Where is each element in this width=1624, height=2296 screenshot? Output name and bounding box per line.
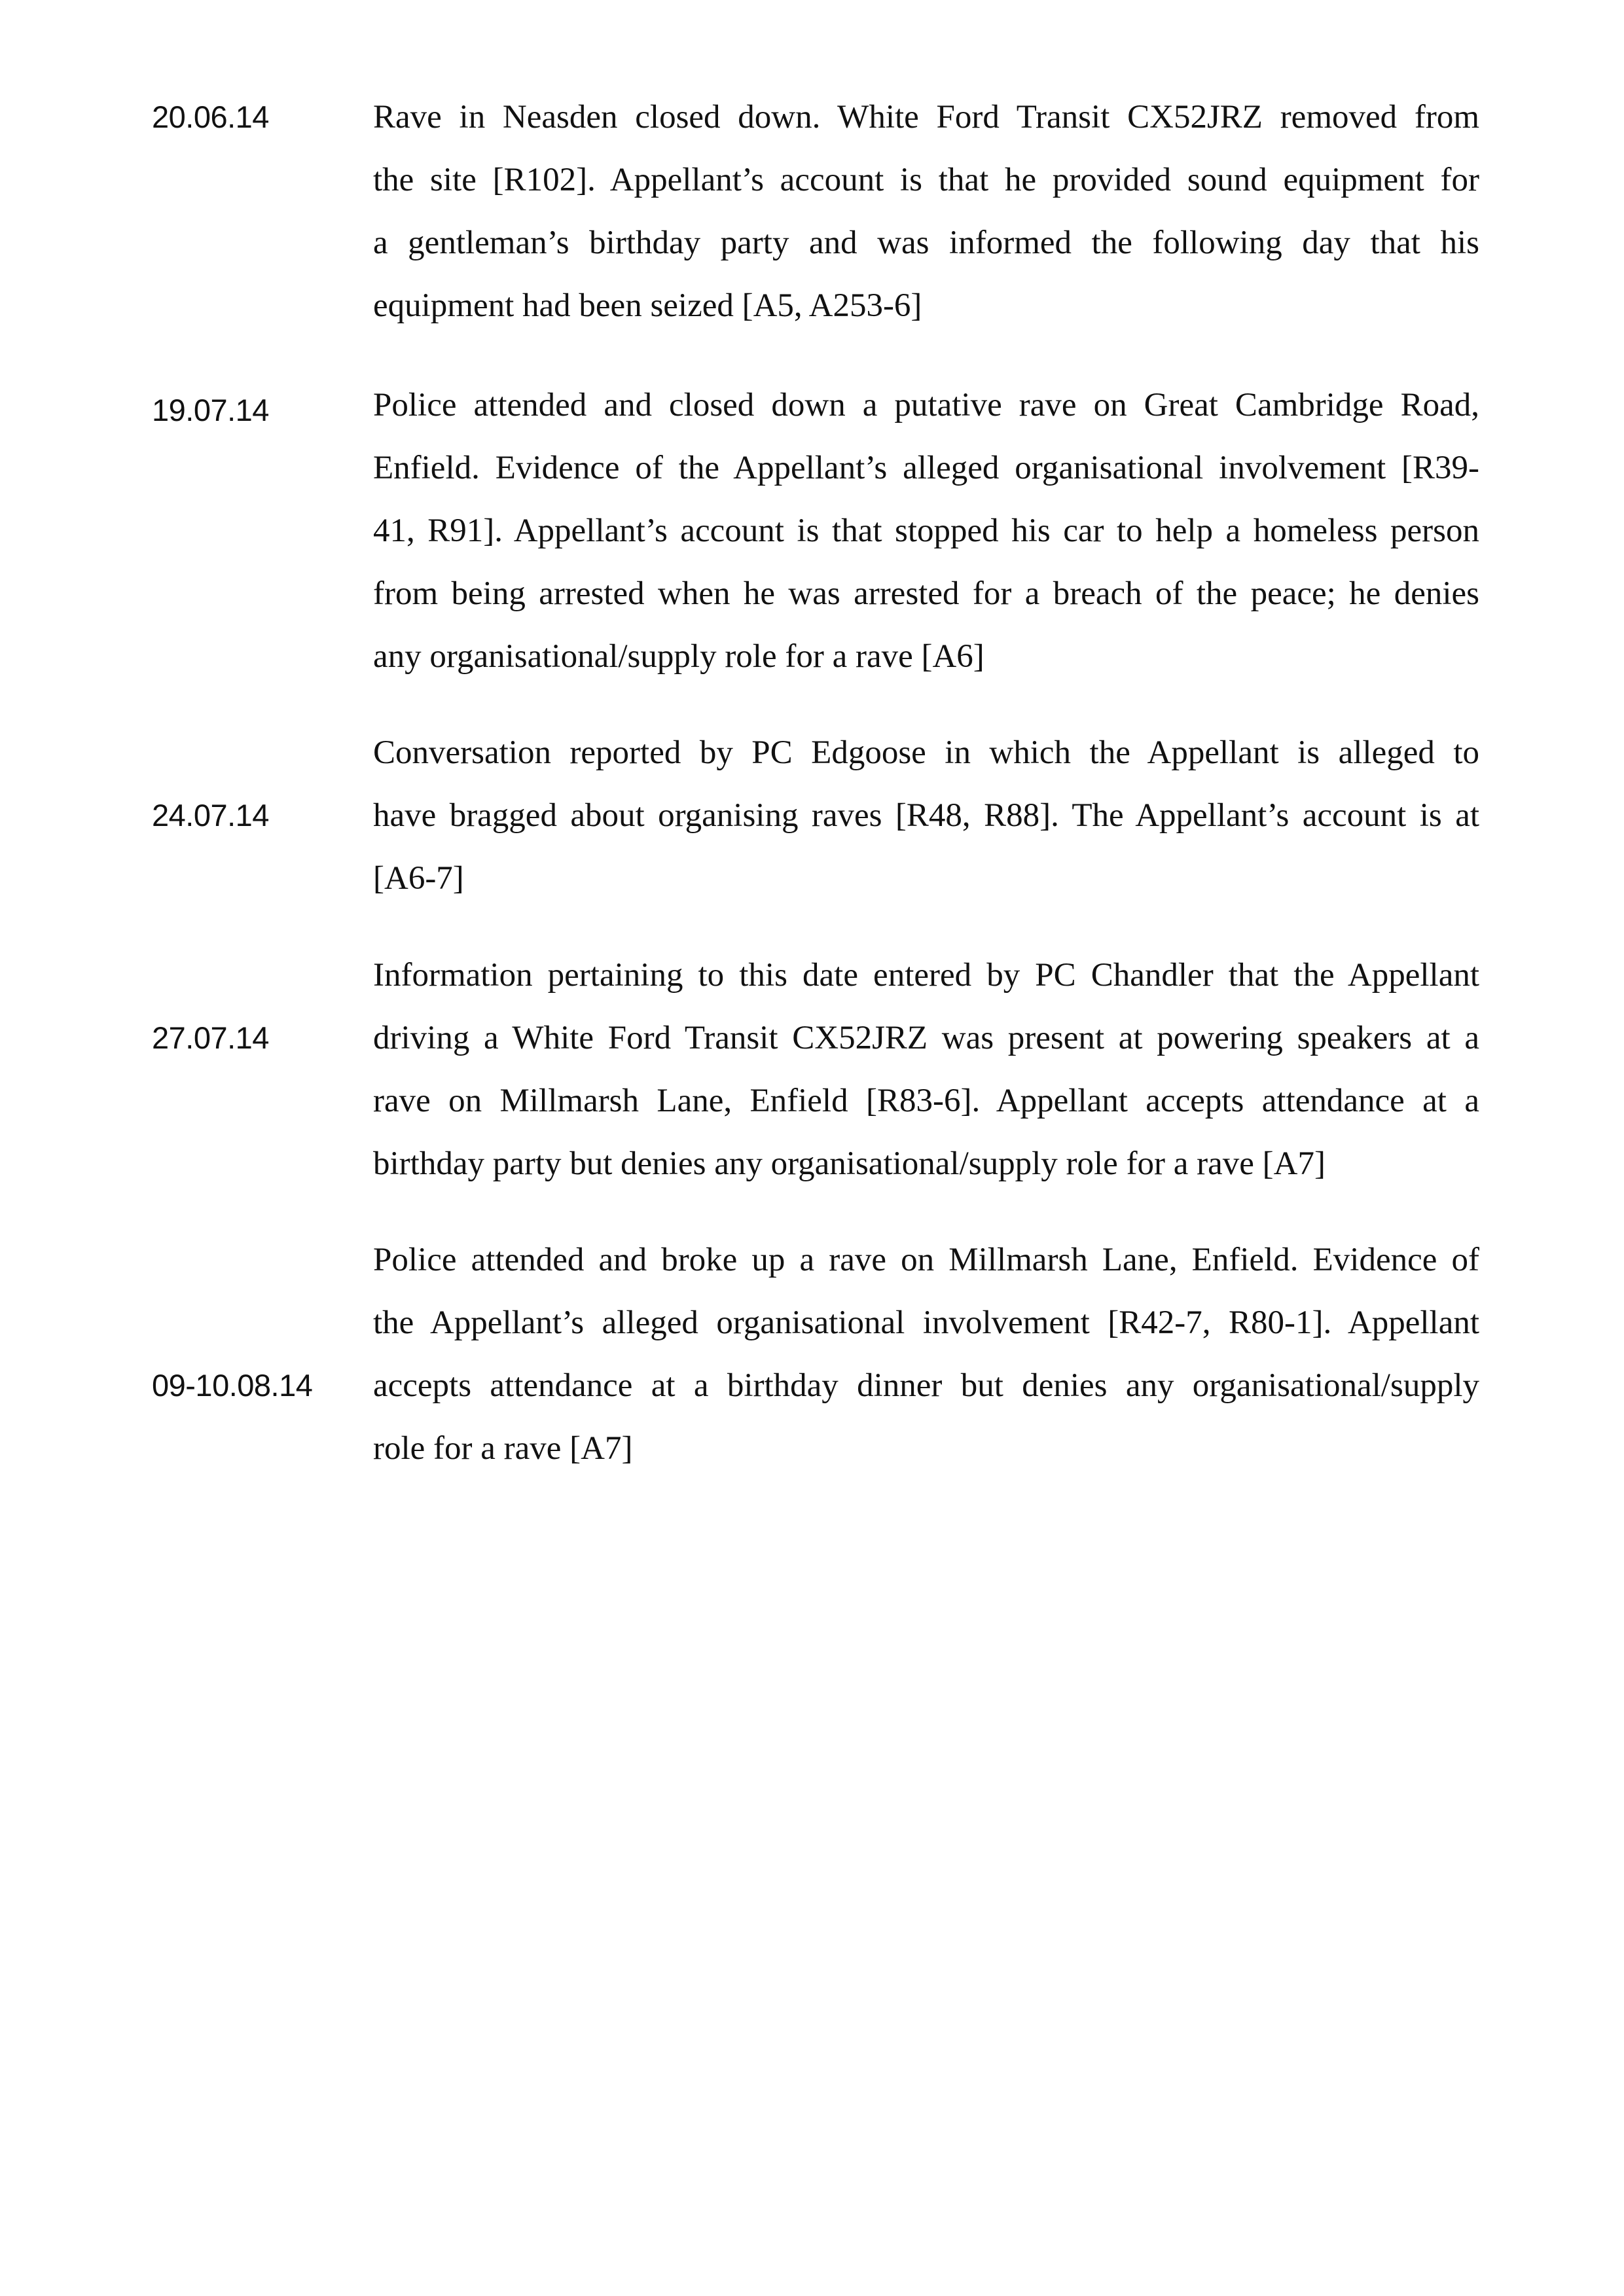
entry-description [373,1229,1479,1480]
description-line: a gentleman’s birthday party and was informed the following day that his [373,224,1479,261]
entry-description [373,721,1479,910]
description-line: have bragged about organising raves [R48, R88]. The Appellant’s account is at [373,797,1479,834]
description-line: any organisational/supply role for a rave [A6] [373,638,984,675]
entry-date: 09-10.08.14 [152,1368,313,1403]
description-line: Enfield. Evidence of the Appellant’s alleged organisational involvement [R39- [373,450,1479,486]
description-line: [A6-7] [373,860,464,897]
entry-date: 24.07.14 [152,798,269,833]
description-line: equipment had been seized [A5, A253-6] [373,287,922,324]
entry-date: 20.06.14 [152,99,269,134]
description-line: rave on Millmarsh Lane, Enfield [R83-6]. Appellant accepts attendance at a [373,1083,1479,1119]
description-line: driving a White Ford Transit CX52JRZ was present at powering speakers at a [373,1020,1479,1056]
description-line: Police attended and closed down a putative rave on Great Cambridge Road, [373,387,1479,423]
entry-description [373,374,1479,688]
description-line: the Appellant’s alleged organisational involvement [R42-7, R80-1]. Appellant [373,1304,1479,1341]
description-line: role for a rave [A7] [373,1430,633,1467]
description-line: Information pertaining to this date entered by PC Chandler that the Appellant [373,957,1479,994]
description-line: birthday party but denies any organisational/supply role for a rave [A7] [373,1145,1326,1182]
description-line: 41, R91]. Appellant’s account is that stopped his car to help a homeless person [373,512,1479,549]
entry-date: 27.07.14 [152,1020,269,1055]
entry-date: 19.07.14 [152,393,269,427]
description-line: the site [R102]. Appellant’s account is that he provided sound equipment for [373,162,1479,198]
entry-description [373,944,1479,1195]
description-line: Conversation reported by PC Edgoose in which the Appellant is alleged to [373,734,1479,771]
description-line: Rave in Neasden closed down. White Ford Transit CX52JRZ removed from [373,99,1479,135]
description-line: Police attended and broke up a rave on Millmarsh Lane, Enfield. Evidence of [373,1242,1479,1278]
entry-description [373,86,1479,337]
description-line: accepts attendance at a birthday dinner but denies any organisational/supply [373,1367,1479,1404]
description-line: from being arrested when he was arrested for a breach of the peace; he denies [373,575,1479,612]
